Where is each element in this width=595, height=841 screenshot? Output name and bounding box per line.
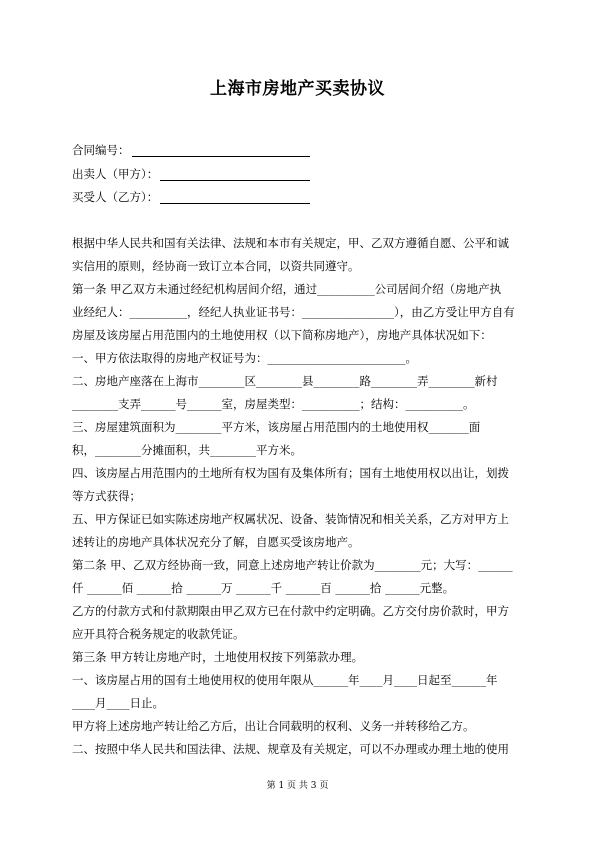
field-label: 合同编号：	[72, 143, 130, 157]
body-line: 实信用的原则，经协商一致订立本合同，以资共同遵守。	[72, 259, 360, 273]
contract-number-field	[72, 143, 310, 157]
body-line: 二、房地产座落在上海市________区________县________路________弄________新村	[72, 374, 498, 388]
blank-line	[132, 145, 310, 157]
body-line: 房屋及该房屋占用范围内的土地使用权（以下简称房地产），房地产具体状况如下：	[72, 328, 492, 342]
body-line: 等方式获得；	[72, 489, 141, 503]
field-label: 买受人（乙方）：	[72, 190, 159, 204]
page-footer: 第 1 页 共 3 页	[266, 781, 329, 791]
seller-field	[72, 167, 310, 181]
body-line: ____月____日止。	[72, 696, 164, 710]
body-line: 述转让的房地产具体状况充分了解，自愿买受该房地产。	[72, 535, 360, 549]
body-line: 积，________分摊面积，共________平方米。	[72, 443, 302, 457]
body-line: ________支弄______号______室，房屋类型：__________；结构：__________。	[72, 397, 475, 411]
body-line: 甲方将上述房地产转让给乙方后，出让合同载明的权利、义务一并转移给乙方。	[72, 719, 475, 733]
body-line: 应开具符合税务规定的收款凭证。	[72, 627, 245, 641]
body-line: 乙方的付款方式和付款期限由甲乙双方已在付款中约定明确。乙方交付房价款时，甲方	[72, 604, 509, 618]
document-title: 上海市房地产买卖协议	[210, 79, 385, 99]
body-line: 仟 ______佰 ______拾 ______万 ______千 ______百 ______拾 ______元整。	[72, 581, 455, 595]
buyer-field	[72, 190, 310, 204]
body-line: 一、甲方依法取得的房地产权证号为：________________________。	[72, 351, 417, 365]
body-line: 业经纪人：__________，经纪人执业证书号：________________），由乙方受让甲方自有	[72, 305, 515, 319]
blank-line	[160, 169, 310, 181]
field-label: 出卖人（甲方）：	[72, 167, 159, 181]
body-line: 一、该房屋占用的国有土地使用权的使用年限从______年____月____日起至______年	[72, 673, 498, 687]
body-line: 第二条 甲、乙双方经协商一致，同意上述房地产转让价款为________元；大写：______	[72, 558, 513, 572]
body-line: 第三条 甲方转让房地产时，土地使用权按下列第款办理。	[72, 650, 364, 664]
body-line: 二、按照中华人民共和国法律、法规、规章及有关规定，可以不办理或办理土地的使用	[72, 742, 509, 756]
blank-line	[160, 192, 310, 204]
body-line: 五、甲方保证已如实陈述房地产权属状况、设备、装饰情况和相关关系，乙方对甲方上	[72, 512, 509, 526]
agreement-body	[72, 232, 524, 761]
body-line: 三、房屋建筑面积为________平方米，该房屋占用范围内的土地使用权_______面	[72, 420, 481, 434]
body-line: 根据中华人民共和国有关法律、法规和本市有关规定，甲、乙双方遵循自愿、公平和诚	[72, 236, 509, 250]
body-line: 第一条 甲乙双方未通过经纪机构居间介绍，通过__________公司居间介绍（房地产执	[72, 282, 502, 296]
body-line: 四、该房屋占用范围内的土地所有权为国有及集体所有；国有土地使用权以出让，划拨	[72, 466, 509, 480]
